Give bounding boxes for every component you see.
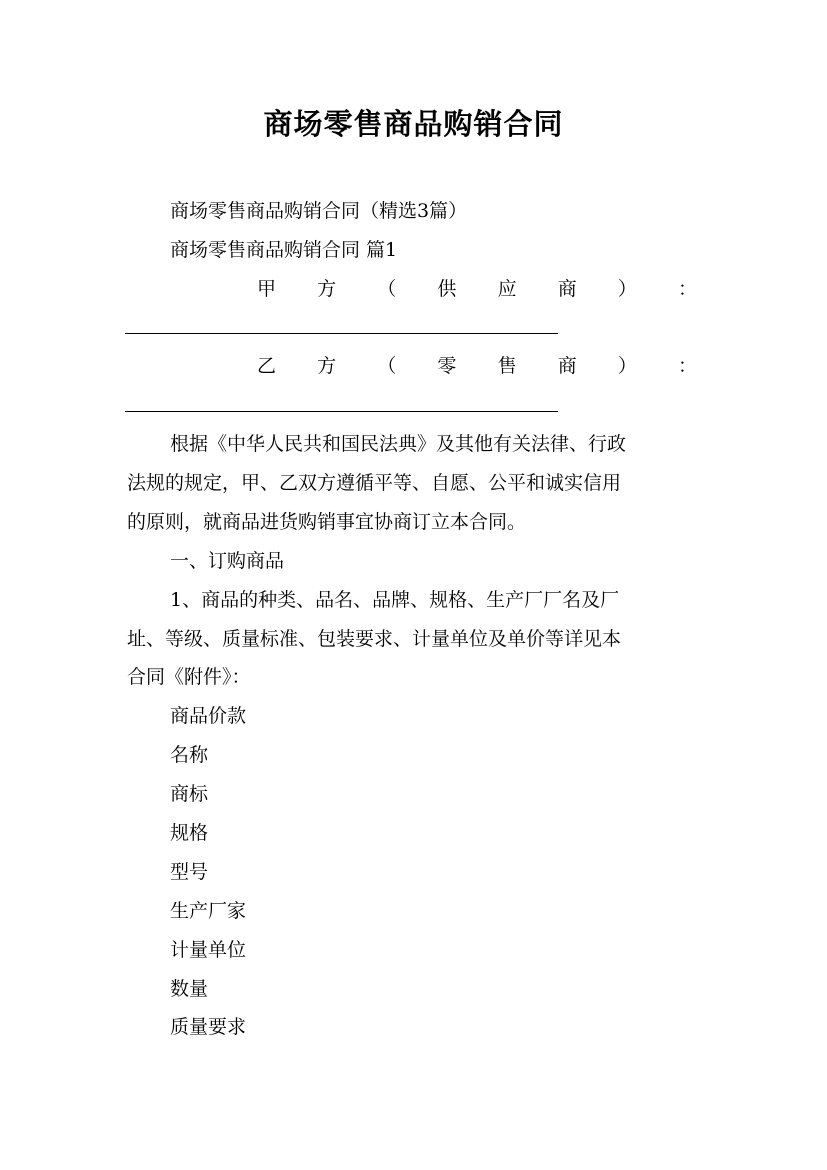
- intro-paragraph-line: 的原则，就商品进货购销事宜协商订立本合同。: [127, 511, 527, 533]
- list-item: 商标: [170, 783, 209, 805]
- party-b-char: ）: [617, 355, 637, 377]
- party-b-char: （: [377, 355, 397, 377]
- party-b-char: 售: [497, 355, 517, 377]
- list-item: 数量: [170, 978, 209, 1000]
- subtitle: 商场零售商品购销合同（精选3篇）: [170, 200, 468, 222]
- list-item: 计量单位: [170, 939, 247, 961]
- party-b-blank-line: [125, 411, 558, 412]
- party-b-char: 方: [317, 355, 337, 377]
- party-a-char: （: [377, 278, 397, 300]
- document-title: 商场零售商品购销合同: [263, 107, 564, 141]
- party-b-label: [257, 354, 697, 378]
- part-heading: 商场零售商品购销合同 篇1: [170, 239, 398, 261]
- intro-paragraph-line: 法规的规定，甲、乙双方遵循平等、自愿、公平和诚实信用: [127, 472, 622, 494]
- section-heading: 一、订购商品: [170, 550, 285, 572]
- party-a-char: ）: [617, 278, 637, 300]
- party-b-char: 零: [437, 355, 457, 377]
- party-a-blank-line: [125, 333, 558, 334]
- party-a-char: 商: [557, 278, 577, 300]
- list-item: 生产厂家: [170, 900, 247, 922]
- intro-paragraph-line: 根据《中华人民共和国民法典》及其他有关法律、行政: [170, 433, 627, 455]
- party-a-char: ：: [677, 278, 697, 300]
- party-a-label: [257, 277, 697, 301]
- list-item: 名称: [170, 744, 209, 766]
- party-b-char: ：: [677, 355, 697, 377]
- party-b-char: 乙: [257, 355, 277, 377]
- party-a-char: 方: [317, 278, 337, 300]
- party-a-char: 甲: [257, 278, 277, 300]
- list-item: 型号: [170, 861, 209, 883]
- party-a-char: 供: [437, 278, 457, 300]
- clause-line: 1、商品的种类、品名、品牌、规格、生产厂厂名及厂: [170, 589, 620, 611]
- party-b-char: 商: [557, 355, 577, 377]
- list-item: 商品价款: [170, 705, 247, 727]
- party-a-char: 应: [497, 278, 517, 300]
- list-item: 质量要求: [170, 1016, 247, 1038]
- clause-line: 址、等级、质量标准、包装要求、计量单位及单价等详见本: [127, 628, 622, 650]
- clause-line: 合同《附件》：: [127, 666, 251, 688]
- list-item: 规格: [170, 822, 209, 844]
